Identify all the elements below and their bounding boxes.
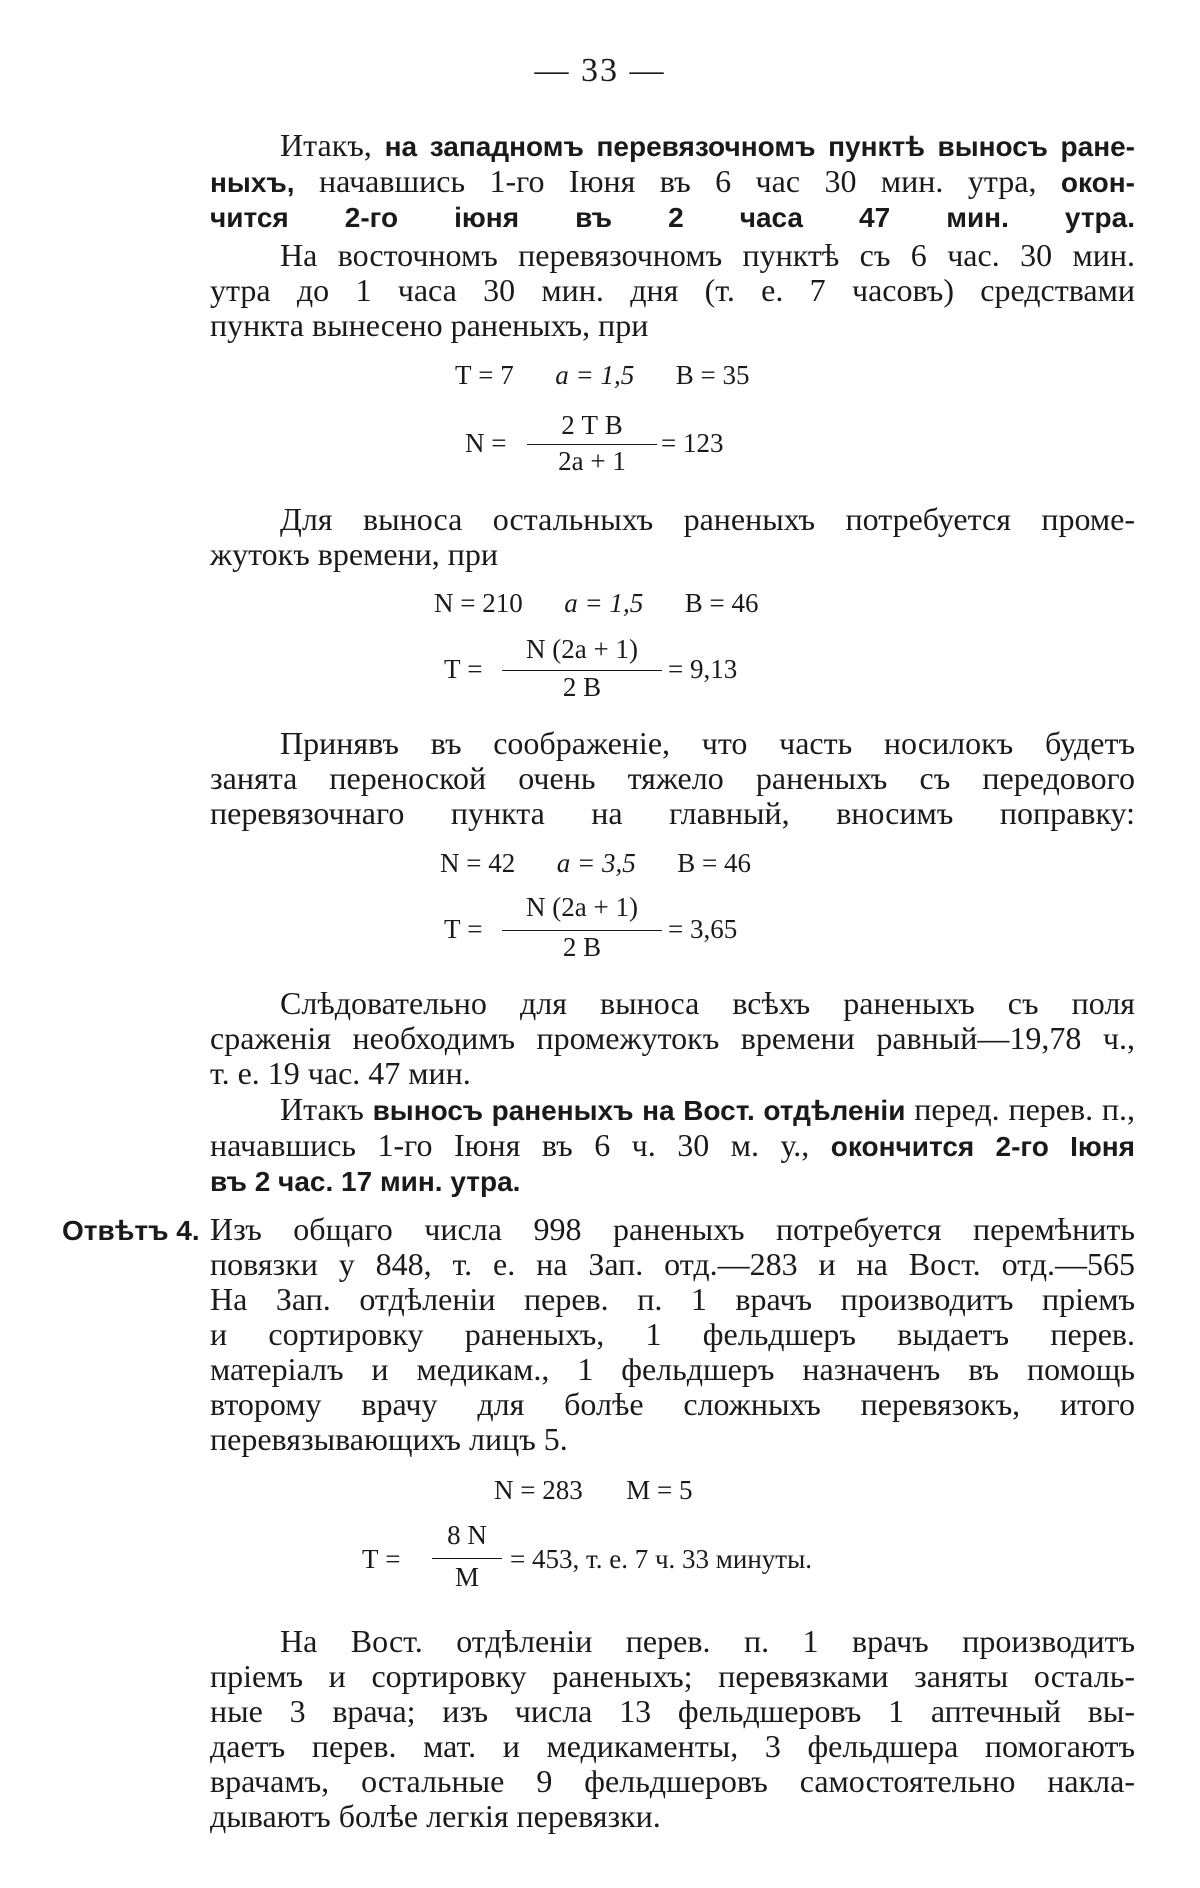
bold-text: окончится 2-го Іюня xyxy=(830,1131,1136,1162)
eq4-params xyxy=(494,1475,692,1506)
param-N: N = 283 xyxy=(494,1475,583,1505)
text-line: На восточномъ перевязочномъ пунктѣ съ 6 час. 30 мин. xyxy=(280,237,1135,273)
eq2-params xyxy=(434,588,758,619)
text-line: повязки у 848, т. е. на Зап. отд.—283 и на Вост. отд.—565 xyxy=(210,1246,1135,1282)
eq-result: = 9,13 xyxy=(668,654,738,684)
eq-result: = 453, т. е. 7 ч. 33 минуты. xyxy=(510,1544,812,1574)
fraction-bar xyxy=(527,444,657,445)
text-line: Для выноса остальныхъ раненыхъ потребуется проме- xyxy=(280,501,1135,537)
text-line xyxy=(210,1128,1135,1164)
paragraph-total-time xyxy=(210,986,1135,1091)
eq-result: = 123 xyxy=(661,428,724,458)
bold-text: ныхъ, xyxy=(210,167,295,198)
text-line: утра до 1 часа 30 мин. дня (т. е. 7 часовъ) средствами xyxy=(210,272,1135,308)
text-line: матеріалъ и медикам., 1 фельдшеръ назначенъ въ помощь xyxy=(210,1351,1135,1387)
eq-result: = 3,65 xyxy=(668,914,738,944)
text-span: перед. перев. п., xyxy=(905,1091,1136,1127)
eq-lhs: Т = xyxy=(444,654,483,684)
eq-denominator: 2 В xyxy=(562,672,602,702)
text-line: ные 3 врача; изъ числа 13 фельдшеровъ 1 аптечный вы- xyxy=(210,1693,1135,1729)
eq3-params xyxy=(440,848,751,879)
text-line: пріемъ и сортировку раненыхъ; перевязками заняты осталь- xyxy=(210,1658,1135,1694)
text-line: пункта вынесено раненыхъ, при xyxy=(210,307,649,343)
eq4-formula xyxy=(362,1520,922,1600)
answer-label: Отвѣтъ 4. xyxy=(62,1215,200,1246)
param-T: Т = 7 xyxy=(455,360,514,390)
bold-text: на западномъ перевязочномъ пунктѣ выносъ ране- xyxy=(384,131,1135,162)
param-a: а = 1,5 xyxy=(564,588,644,618)
eq-denominator: 2а + 1 xyxy=(558,446,626,476)
eq3-formula xyxy=(444,892,764,964)
text-span: начавшись 1-го Іюня въ 6 час 30 мин. утра, xyxy=(294,163,1061,199)
paragraph-east-intro xyxy=(210,238,1135,343)
text-line: сраженія необходимъ промежутокъ времени равный—19,78 ч., xyxy=(210,1020,1135,1056)
paragraph-east-staff xyxy=(210,1624,1135,1834)
text-line: второму врачу для болѣе сложныхъ перевязокъ, итого xyxy=(210,1386,1135,1422)
text-line: перевязывающихъ лицъ 5. xyxy=(210,1421,568,1457)
text-line xyxy=(210,164,1135,200)
eq2-formula xyxy=(444,634,764,706)
text-line: жутокъ времени, при xyxy=(210,536,499,572)
paragraph-correction xyxy=(210,726,1135,831)
text-line: перевязочнаго пункта на главный, вносимъ поправку: xyxy=(210,795,1135,831)
param-B: В = 46 xyxy=(677,848,751,878)
paragraph-answer-4 xyxy=(210,1212,1135,1457)
param-a: а = 3,5 xyxy=(556,848,636,878)
paragraph-remaining xyxy=(210,502,1135,572)
text-line: чится 2-го іюня въ 2 часа 47 мин. утра. xyxy=(210,202,1135,233)
text-line: Принявъ въ соображеніе, что часть носилокъ будетъ xyxy=(280,725,1135,761)
eq-lhs: Т = xyxy=(362,1544,401,1574)
eq-numerator: 2 Т В xyxy=(561,410,623,440)
text-line: даетъ перев. мат. и медикаменты, 3 фельдшера помогаютъ xyxy=(210,1728,1135,1764)
eq-lhs: N = xyxy=(465,428,507,458)
eq-denominator: М xyxy=(454,1562,479,1592)
text-line: въ 2 час. 17 мин. утра. xyxy=(210,1166,521,1197)
eq1-params xyxy=(455,360,749,391)
text-line: врачамъ, остальные 9 фельдшеровъ самостоятельно накла- xyxy=(210,1763,1135,1799)
text-line: и сортировку раненыхъ, 1 фельдшеръ выдаетъ перев. xyxy=(210,1316,1135,1352)
text-span: Итакъ, xyxy=(280,127,385,163)
text-span: начавшись 1-го Іюня въ 6 ч. 30 м. у., xyxy=(210,1127,831,1163)
param-a: а = 1,5 xyxy=(555,360,635,390)
param-N: N = 210 xyxy=(434,588,523,618)
eq-denominator: 2 В xyxy=(562,932,602,962)
text-line xyxy=(210,128,1135,164)
bold-text: выносъ раненыхъ на Вост. отдѣленіи xyxy=(372,1095,906,1126)
eq1-formula xyxy=(465,410,725,480)
param-M: М = 5 xyxy=(626,1475,693,1505)
eq-numerator: N (2а + 1) xyxy=(526,634,638,664)
param-B: В = 46 xyxy=(684,588,759,618)
paragraph-east-summary xyxy=(210,1092,1135,1199)
page-number: — 33 — xyxy=(534,52,666,89)
paragraph-west-summary xyxy=(210,128,1135,235)
eq-numerator: N (2а + 1) xyxy=(526,892,638,922)
text-line: На Вост. отдѣленіи перев. п. 1 врачъ производитъ xyxy=(280,1623,1135,1659)
eq-lhs: Т = xyxy=(444,914,483,944)
param-N: N = 42 xyxy=(440,848,516,878)
text-line xyxy=(210,1092,1135,1128)
text-line: Изъ общаго числа 998 раненыхъ потребуется перемѣнить xyxy=(210,1211,1135,1247)
text-line: т. е. 19 час. 47 мин. xyxy=(210,1055,471,1091)
text-line: На Зап. отдѣленіи перев. п. 1 врачъ производитъ пріемъ xyxy=(210,1281,1135,1317)
text-line: Слѣдовательно для выноса всѣхъ раненыхъ съ поля xyxy=(280,985,1135,1021)
param-B: В = 35 xyxy=(675,360,750,390)
bold-text: окон- xyxy=(1060,167,1135,198)
text-line: дываютъ болѣе легкія перевязки. xyxy=(210,1798,661,1834)
fraction-bar xyxy=(502,930,662,931)
text-line: занята переноской очень тяжело раненыхъ съ передового xyxy=(210,760,1135,796)
text-span: Итакъ xyxy=(280,1091,373,1127)
eq-numerator: 8 N xyxy=(447,1520,487,1550)
fraction-bar xyxy=(502,670,662,671)
fraction-bar xyxy=(432,1558,502,1559)
